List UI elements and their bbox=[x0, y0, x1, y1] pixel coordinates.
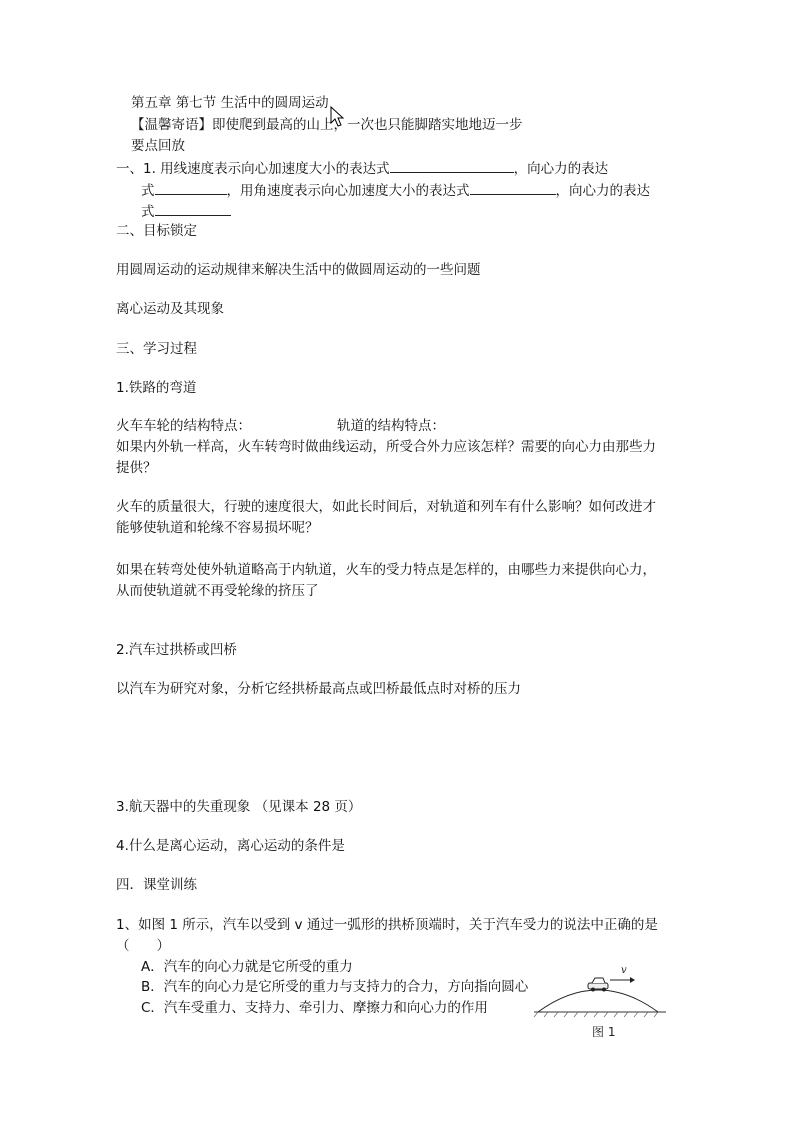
q1-text-4: ，用角速度表示向心加速度大小的表达式 bbox=[226, 183, 470, 199]
practice-heading: 四．课堂训练 bbox=[116, 877, 197, 893]
process-heading: 三、学习过程 bbox=[116, 341, 197, 357]
question-1-line-3 bbox=[141, 201, 231, 222]
section-4-heading: 4.什么是离心运动，离心运动的条件是 bbox=[116, 838, 345, 854]
track-structure-label: 轨道的结构特点： bbox=[337, 418, 445, 434]
q1-text-3: 式 bbox=[141, 183, 155, 199]
exercise-1-stem: 1、如图 1 所示，汽车以受到 v 通过一弧形的拱桥顶端时，关于汽车受力的说法中正确的是 bbox=[116, 917, 658, 933]
question-1-line-2 bbox=[141, 180, 650, 201]
q1-text-6: 式 bbox=[141, 204, 155, 220]
option-a: A．汽车的向心力就是它所受的重力 bbox=[141, 959, 353, 975]
velocity-arrow-icon bbox=[610, 977, 635, 983]
goal-1: 用圆周运动的运动规律来解决生活中的做圆周运动的一些问题 bbox=[116, 262, 481, 278]
section-1-question-2b: 能够使轨道和轮缘不容易损坏呢？ bbox=[116, 520, 319, 536]
figure-1 bbox=[530, 960, 670, 1048]
answer-blank[interactable] bbox=[470, 180, 556, 195]
answer-blank[interactable] bbox=[390, 158, 514, 173]
figure-caption: 图 1 bbox=[592, 1025, 616, 1039]
answer-blank[interactable] bbox=[155, 180, 227, 195]
section-1-question-2a: 火车的质量很大，行驶的速度很大，如此长时间后，对轨道和列车有什么影响？如何改进才 bbox=[116, 499, 656, 515]
option-b: B．汽车的向心力是它所受的重力与支持力的合力，方向指向圆心 bbox=[141, 979, 529, 995]
answer-blank[interactable] bbox=[155, 201, 231, 216]
wheel-structure-label: 火车车轮的结构特点： bbox=[116, 418, 251, 434]
velocity-label: v bbox=[621, 965, 627, 976]
question-1-line-1 bbox=[116, 158, 608, 179]
q1-text-5: ，向心力的表达 bbox=[555, 183, 650, 199]
section-1-question-1a: 如果内外轨一样高，火车转弯时做曲线运动，所受合外力应该怎样？需要的向心力由那些力 bbox=[116, 439, 656, 455]
goal-2: 离心运动及其现象 bbox=[116, 301, 224, 317]
section-2-text: 以汽车为研究对象，分析它经拱桥最高点或凹桥最低点时对桥的压力 bbox=[116, 681, 521, 697]
q1-text-1: 一、1. 用线速度表示向心加速度大小的表达式 bbox=[116, 161, 390, 177]
exercise-1-answer-brackets: （ ） bbox=[116, 938, 170, 954]
review-heading: 要点回放 bbox=[131, 138, 185, 154]
section-3-heading: 3.航天器中的失重现象 （见课本 28 页） bbox=[116, 799, 362, 815]
section-1-heading: 1.铁路的弯道 bbox=[116, 380, 197, 396]
motto: 【温馨寄语】即使爬到最高的山上，一次也只能脚踏实地地迈一步 bbox=[131, 117, 523, 133]
option-c: C．汽车受重力、支持力、牵引力、摩擦力和向心力的作用 bbox=[141, 1000, 488, 1016]
car-icon bbox=[588, 978, 608, 992]
q1-text-2: ，向心力的表达 bbox=[513, 161, 609, 177]
section-1-question-1b: 提供？ bbox=[116, 460, 157, 476]
section-2-heading: 2.汽车过拱桥或凹桥 bbox=[116, 642, 237, 658]
section-1-question-3b: 从而使轨道就不再受轮缘的挤压了 bbox=[116, 583, 319, 599]
arch-bridge-car-diagram bbox=[530, 960, 670, 1044]
section-1-structure-line bbox=[116, 416, 445, 436]
page-title: 第五章 第七节 生活中的圆周运动 bbox=[131, 95, 329, 111]
section-1-question-3a: 如果在转弯处使外轨道略高于内轨道，火车的受力特点是怎样的，由哪些力来提供向心力， bbox=[116, 562, 656, 578]
goal-heading: 二、目标锁定 bbox=[116, 223, 197, 239]
